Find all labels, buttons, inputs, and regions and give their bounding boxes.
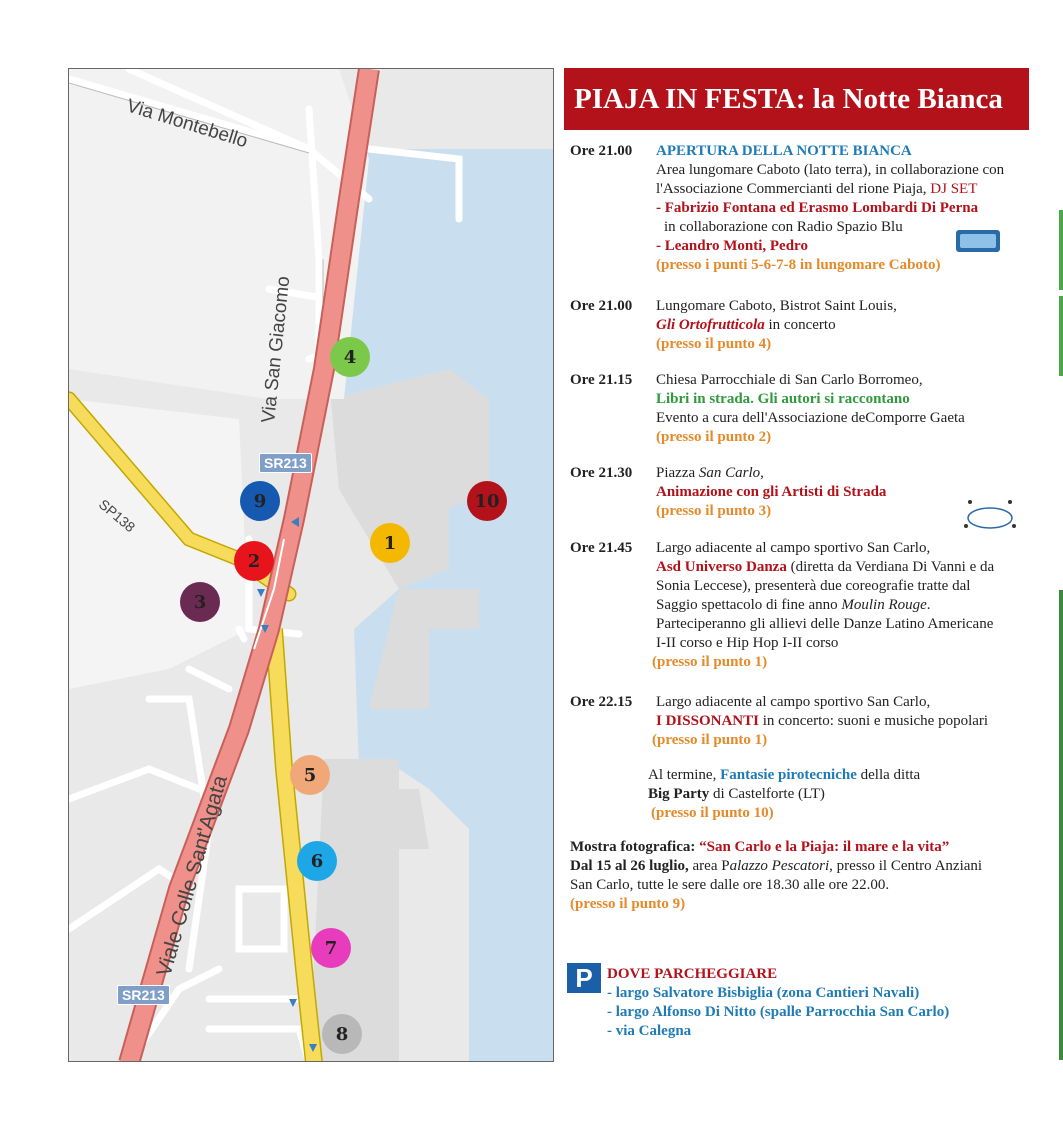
street-label-sp138: SP138 [95,495,139,536]
event-text-part: Al termine, [648,767,721,783]
map-marker [234,541,274,581]
parking-item: - largo Salvatore Bisbiglia (zona Cantieri Navali) [607,985,920,1001]
event-performer: I DISSONANTI [656,713,759,729]
event-title: Fantasie pirotecniche [720,767,857,783]
event-title: Animazione con gli Artisti di Strada [656,484,887,500]
event-text: Sonia Leccese), presenterà due coreografie tratte dal [656,578,971,594]
mostra-name: “San Carlo e la Piaja: il mare e la vita” [699,839,950,855]
marker-number: 7 [324,937,338,959]
event-text: Chiesa Parrocchiale di San Carlo Borromeo, [656,372,923,388]
event-title: APERTURA DELLA NOTTE BIANCA [656,143,912,159]
mostra-dates [570,857,1040,876]
event-performer: Gli Ortofrutticola [656,317,765,333]
map-background [69,69,554,1062]
mostra-date: Dal 15 al 26 luglio, [570,858,689,874]
finale-item [648,766,920,823]
event-text-part: Moulin Rouge [841,597,927,613]
event-text-part: di Castelforte (LT) [709,786,825,802]
event-text-part: della ditta [856,767,921,783]
parking-title: DOVE PARCHEGGIARE [607,966,778,982]
street-label-montebello: Via Montebello [124,95,251,153]
marker-number: 5 [303,764,317,786]
marker-number: 9 [253,490,267,512]
event-text [648,766,920,785]
event-text-part: in concerto [764,317,836,333]
marker-number: 8 [335,1023,349,1045]
event-time: Ore 21.00 [570,298,633,314]
event-text-part: San Carlo [698,465,761,481]
parking-icon: P [567,963,601,993]
universo-danza-logo [958,496,1022,536]
event-text-part: l'Associazione Commercianti del rione Piaja, [656,181,931,197]
parking-item: - largo Alfonso Di Nitto (spalle Parrocchia San Carlo) [607,1004,950,1020]
marker-number: 10 [474,490,500,512]
event-text [656,558,1046,577]
event-location: (presso il punto 1) [652,654,768,670]
event-location: (presso i punti 5-6-7-8 in lungomare Caboto) [656,257,941,273]
parking-section [607,965,1027,1041]
map-marker [297,841,337,881]
event-performer: - Leandro Monti, Pedro [656,238,808,254]
event-text-part: area P [688,858,730,874]
event-time: Ore 21.15 [570,372,633,388]
marker-number: 4 [343,346,357,368]
edge-strip [1059,296,1063,376]
event-text-part: , [760,465,764,481]
event-location: (presso il punto 2) [656,429,772,445]
event-title: Libri in strada. Gli autori si raccontano [656,391,910,407]
event-location: (presso il punto 9) [570,896,686,912]
map-marker [180,582,220,622]
page-title: PIAJA IN FESTA: la Notte Bianca [564,68,1029,130]
event-location: (presso il punto 3) [656,503,772,519]
event-text-part: alazzo Pescatori [729,858,830,874]
event-text [648,785,920,804]
event-text [656,316,1046,335]
map-marker [467,481,507,521]
event-text [656,464,1046,483]
mostra-label: Mostra fotografica: [570,839,700,855]
event-text: Lungomare Caboto, Bistrot Saint Louis, [656,298,897,314]
mostra-item [570,838,1040,914]
event-text: San Carlo, tutte le sere dalle ore 18.30 alle ore 22.00. [570,877,890,893]
event-performer: Big Party [648,786,710,802]
radio-logo [956,230,1000,252]
street-label-colle: Viale Colle Sant'Agata [152,772,232,980]
event-time: Ore 22.15 [570,694,633,710]
street-label-san-giacomo: Via San Giacomo [258,275,295,425]
edge-strip [1059,590,1063,1060]
marker-number: 3 [193,591,207,613]
marker-number: 6 [310,850,324,872]
edge-strip [1059,210,1063,290]
event-map [68,68,554,1062]
event-location: (presso il punto 1) [652,732,768,748]
event-text: Largo adiacente al campo sportivo San Carlo, [656,540,931,556]
event-text: Parteciperanno gli allievi delle Danze Latino Americane [656,616,994,632]
map-marker [330,337,370,377]
event-text [656,180,1046,199]
event-performer: - Fabrizio Fontana ed Erasmo Lombardi Di Perna [656,200,979,216]
event-text-part: , presso il Centro Anziani [829,858,983,874]
event-text: Evento a cura dell'Associazione deComporre Gaeta [656,410,965,426]
marker-number: 2 [247,550,261,572]
map-marker [240,481,280,521]
event-time: Ore 21.00 [570,143,633,159]
mostra-title [570,838,1040,857]
road-shield-sr213: SR213 [259,453,312,473]
event-text-part: Saggio spettacolo di fine anno [656,597,842,613]
event-text [656,712,1046,731]
event-location: (presso il punto 4) [656,336,772,352]
map-marker [311,928,351,968]
marker-number: 1 [383,532,397,554]
map-marker [370,523,410,563]
event-text-part: in concerto: suoni e musiche popolari [758,713,989,729]
event-time: Ore 21.30 [570,465,633,481]
event-text: in collaborazione con Radio Spazio Blu [664,219,903,235]
event-text: I-II corso e Hip Hop I-II corso [656,635,839,651]
parking-item: - via Calegna [607,1023,692,1039]
event-text: Area lungomare Caboto (lato terra), in collaborazione con [656,162,1005,178]
map-marker [322,1014,362,1054]
event-time: Ore 21.45 [570,540,633,556]
event-text: Largo adiacente al campo sportivo San Carlo, [656,694,931,710]
event-text-part: Piazza [656,465,699,481]
road-shield-sr213: SR213 [117,985,170,1005]
event-performer: Asd Universo Danza [656,559,787,575]
event-highlight: DJ SET [930,181,978,197]
event-text-part: (diretta da Verdiana Di Vanni e da [786,559,995,575]
map-marker [290,755,330,795]
event-location: (presso il punto 10) [651,805,774,821]
event-text [656,596,1046,615]
event-text-part: . [926,597,931,613]
